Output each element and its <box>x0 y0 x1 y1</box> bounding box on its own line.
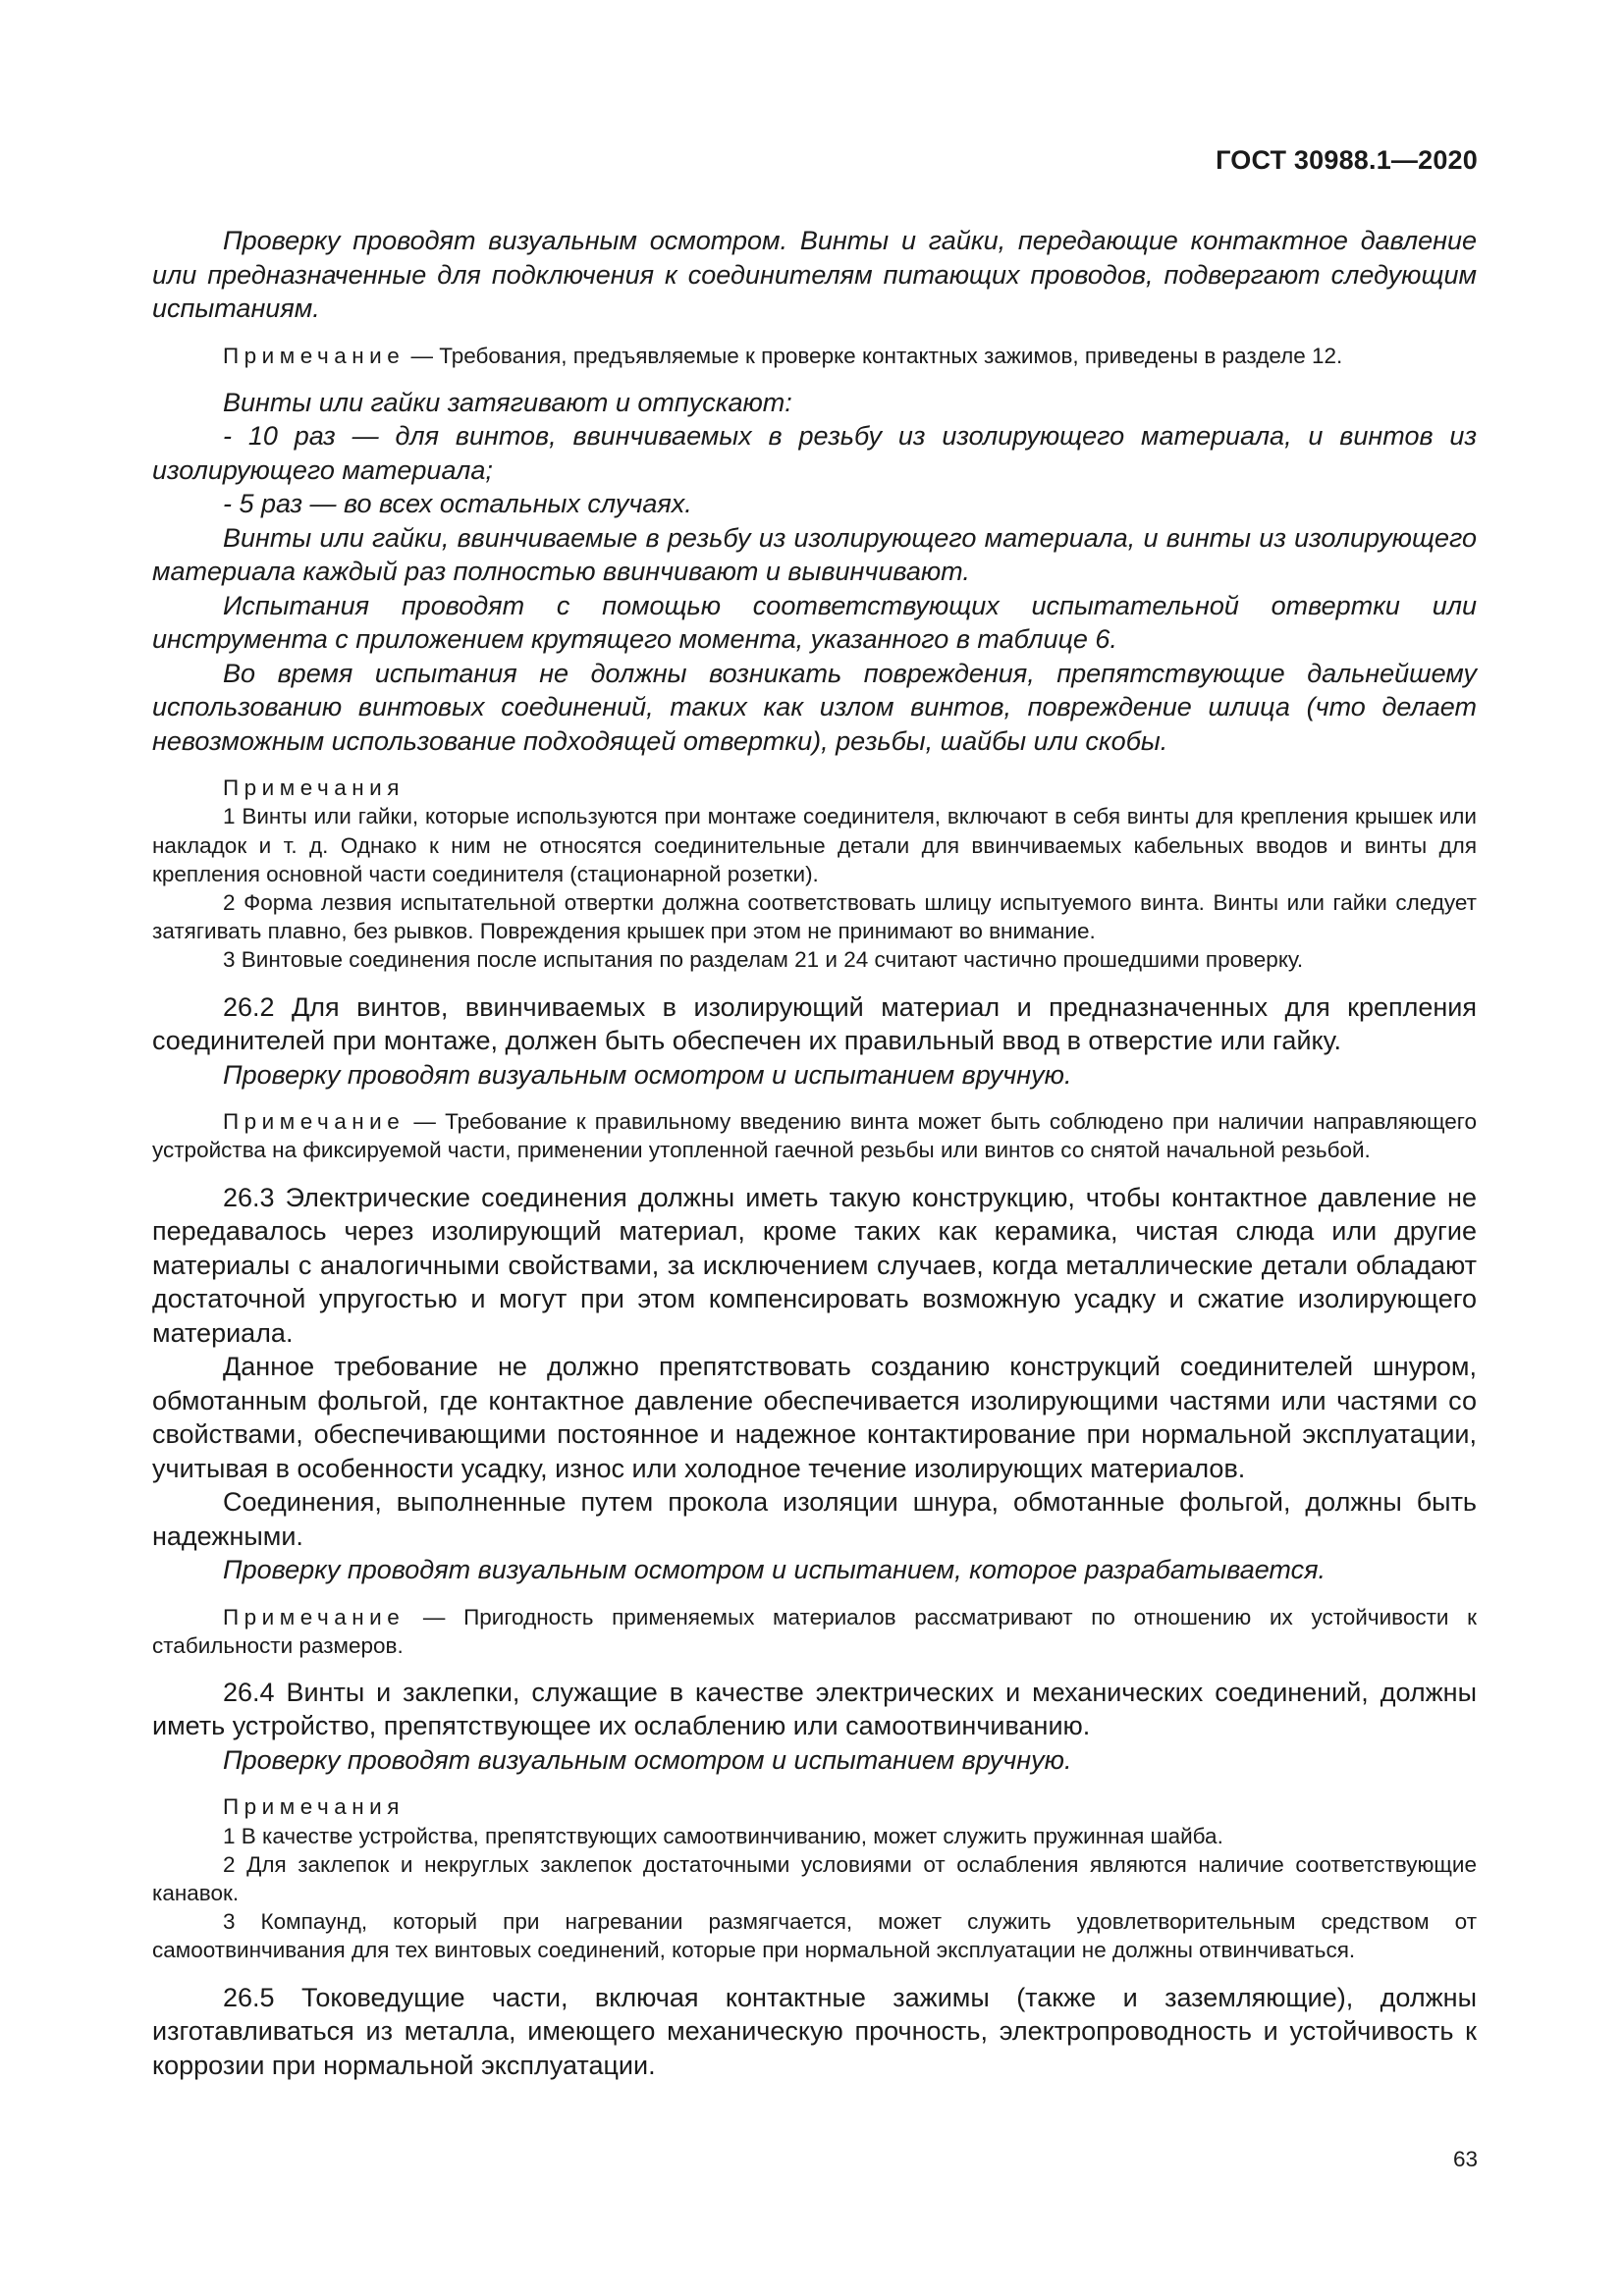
list-item: - 5 раз — во всех остальных случаях. <box>223 489 692 519</box>
note <box>152 1107 1477 1164</box>
note-item: 1 В качестве устройства, препятствующих самоотвинчиванию, может служить пружинная шайба. <box>223 1823 1223 1848</box>
paragraph: Во время испытания не должны возникать повреждения, препятствующие дальнейшему использованию винтовых соединений, таких как излом винтов, повреждение шлица (что делает невозможным использование подходящей отвертки), резьбы, шайбы или скобы. <box>152 658 1477 756</box>
note <box>152 342 1477 370</box>
document-code-header: ГОСТ 30988.1—2020 <box>1216 145 1478 175</box>
paragraph: Испытания проводят с помощью соответствующих испытательной отвертки или инструмента с приложением крутящего момента, указанного в таблице 6. <box>152 590 1477 655</box>
note-text: — Пригодность применяемых материалов рассматривают по отношению их устойчивости к стабильности размеров. <box>152 1604 1477 1658</box>
clause-26-4: 26.4 Винты и заклепки, служащие в качестве электрических и механических соединений, должны иметь устройство, препятствующее их ослаблению или самоотвинчиванию. <box>152 1677 1477 1741</box>
page-number: 63 <box>1452 2147 1478 2171</box>
note-label: Примечание <box>223 1109 406 1135</box>
clause-26-3: 26.3 Электрические соединения должны иметь такую конструкцию, чтобы контактное давление не передавалось через изолирующий материал, кроме таких как керамика, чистая слюда или другие материалы с аналогичными свойствами, за исключением случаев, когда металлические детали обладают достаточной упругостью и могут при этом компенсировать возможную усадку и сжатие изолирующего материала. <box>152 1182 1477 1348</box>
note-text: — Требование к правильному введению винта может быть соблюдено при наличии направляющего устройства на фиксируемой части, применении утопленной гаечной резьбы или винтов со снятой начальной резьбой. <box>152 1109 1477 1163</box>
check-paragraph: Проверку проводят визуальным осмотром и испытанием, которое разрабатывается. <box>223 1555 1326 1585</box>
note-item: 2 Для заклепок и некруглых заклепок достаточными условиями от ослабления являются наличие соответствующие канавок. <box>152 1851 1477 1906</box>
clause-26-5: 26.5 Токоведущие части, включая контактные зажимы (также и заземляющие), должны изготавливаться из металла, имеющего механическую прочность, электропроводность и устойчивость к коррозии при нормальной эксплуатации. <box>152 1982 1477 2080</box>
note-text: — Требования, предъявляемые к проверке контактных зажимов, приведены в разделе 12. <box>405 343 1343 368</box>
paragraph: Соединения, выполненные путем прокола изоляции шнура, обмотанные фольгой, должны быть надежными. <box>152 1487 1477 1551</box>
list-item: - 10 раз — для винтов, ввинчиваемых в резьбу из изолирующего материала, и винтов из изолирующего материала; <box>152 421 1477 485</box>
note-item: 1 Винты или гайки, которые используются при монтаже соединителя, включают в себя винты для крепления крышек или накладок и т. д. Однако к ним не относятся соединительные детали для ввинчиваемых кабельных вводов и винты для крепления основной части соединителя (стационарной розетки). <box>152 804 1477 886</box>
note-label: Примечание <box>223 1604 406 1629</box>
note-item: 3 Компаунд, который при нагревании размягчается, может служить удовлетворительным средством от самоотвинчивания для тех винтовых соединений, которые при нормальной эксплуатации не должны отвинчиваться. <box>152 1909 1477 1963</box>
check-paragraph: Проверку проводят визуальным осмотром. Винты и гайки, передающие контактное давление или предназначенные для подключения к соединителям питающих проводов, подвергают следующим испытаниям. <box>152 226 1477 323</box>
clause-26-2: 26.2 Для винтов, ввинчиваемых в изолирующий материал и предназначенных для крепления соединителей при монтаже, должен быть обеспечен их правильный ввод в отверстие или гайку. <box>152 991 1477 1056</box>
paragraph: Винты или гайки, ввинчиваемые в резьбу из изолирующего материала, и винты из изолирующего материала каждый раз полностью ввинчивают и вывинчивают. <box>152 522 1477 587</box>
note <box>152 1603 1477 1660</box>
notes-heading: Примечания <box>223 1794 405 1820</box>
note-item: 3 Винтовые соединения после испытания по разделам 21 и 24 считают частично прошедшими проверку. <box>223 947 1304 973</box>
paragraph: Винты или гайки затягивают и отпускают: <box>223 387 792 417</box>
check-paragraph: Проверку проводят визуальным осмотром и испытанием вручную. <box>223 1059 1072 1090</box>
note-label: Примечание <box>223 343 406 368</box>
check-paragraph: Проверку проводят визуальным осмотром и испытанием вручную. <box>223 1744 1072 1775</box>
page-body <box>152 224 1477 2082</box>
paragraph: Данное требование не должно препятствовать созданию конструкций соединителей шнуром, обмотанным фольгой, где контактное давление обеспечивается изолирующими частями или частями со свойствами, обеспечивающими постоянное и надежное контактирование при нормальной эксплуатации, учитывая в особенности усадку, износ или холодное течение изолирующих материалов. <box>152 1352 1477 1483</box>
notes-heading: Примечания <box>223 775 405 801</box>
note-item: 2 Форма лезвия испытательной отвертки должна соответствовать шлицу испытуемого винта. Винты или гайки следует затягивать плавно, без рывков. Повреждения крышек при этом не принимают во внимание. <box>152 890 1477 944</box>
